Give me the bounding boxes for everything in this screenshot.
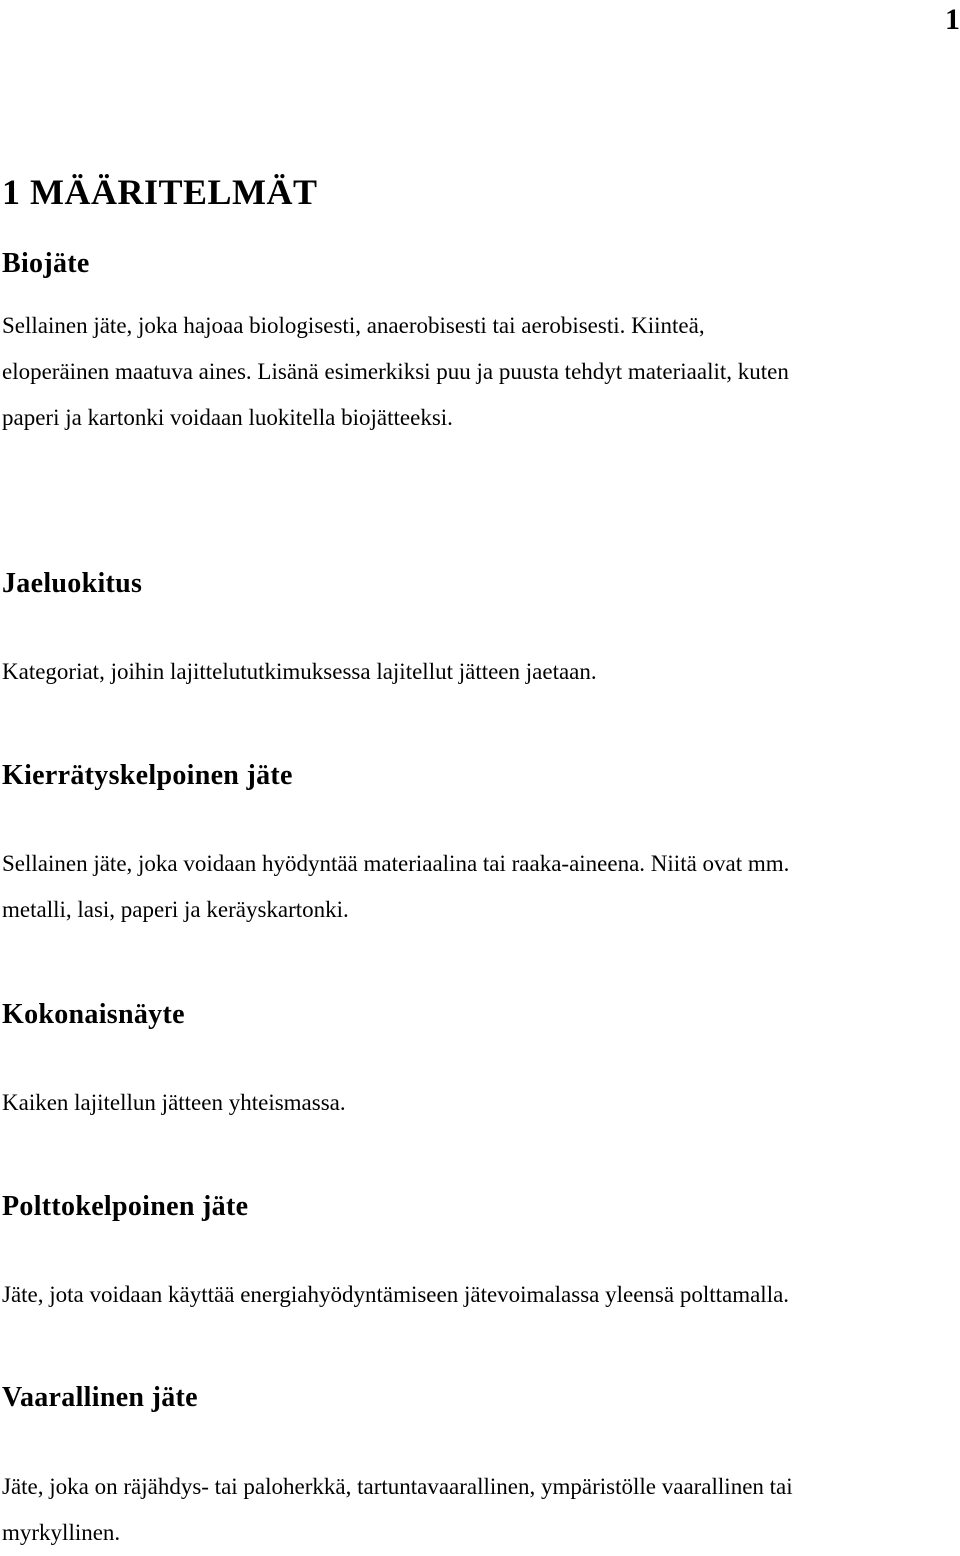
term-polttokelpoinen-jate: Polttokelpoinen jäte [2, 1191, 249, 1222]
definition-line: metalli, lasi, paperi ja keräyskartonki. [2, 897, 349, 922]
definition-kokonaisnayte [2, 1080, 957, 1126]
definition-polttokelpoinen-jate [2, 1272, 957, 1318]
definition-kierratyskelpoinen-jate [2, 841, 957, 933]
definition-line: Jäte, joka on räjähdys- tai paloherkkä, tartuntavaarallinen, ympäristölle vaarallinen tai [2, 1474, 793, 1499]
term-jaeluokitus: Jaeluokitus [2, 568, 143, 599]
definition-line: Kategoriat, joihin lajittelututkimuksessa lajitellut jätteen jaetaan. [2, 659, 597, 684]
term-biojate: Biojäte [2, 248, 90, 279]
term-vaarallinen-jate: Vaarallinen jäte [2, 1382, 198, 1413]
term-kokonaisnayte: Kokonaisnäyte [2, 999, 185, 1030]
definition-line: paperi ja kartonki voidaan luokitella biojätteeksi. [2, 405, 453, 430]
definition-vaarallinen-jate [2, 1464, 957, 1556]
definition-line: eloperäinen maatuva aines. Lisänä esimerkiksi puu ja puusta tehdyt materiaalit, kuten [2, 359, 789, 384]
chapter-title: 1 MÄÄRITELMÄT [2, 172, 318, 212]
definition-line: Sellainen jäte, joka voidaan hyödyntää materiaalina tai raaka-aineena. Niitä ovat mm. [2, 851, 790, 876]
page-number: 1 [945, 3, 960, 36]
definition-jaeluokitus [2, 649, 957, 695]
definition-line: Sellainen jäte, joka hajoaa biologisesti, anaerobisesti tai aerobisesti. Kiinteä, [2, 313, 705, 338]
term-kierratyskelpoinen-jate: Kierrätyskelpoinen jäte [2, 760, 293, 791]
definition-line: Jäte, jota voidaan käyttää energiahyödyntämiseen jätevoimalassa yleensä polttamalla. [2, 1282, 790, 1307]
definition-biojate [2, 303, 957, 441]
definition-line: myrkyllinen. [2, 1520, 121, 1545]
definition-line: Kaiken lajitellun jätteen yhteismassa. [2, 1090, 346, 1115]
